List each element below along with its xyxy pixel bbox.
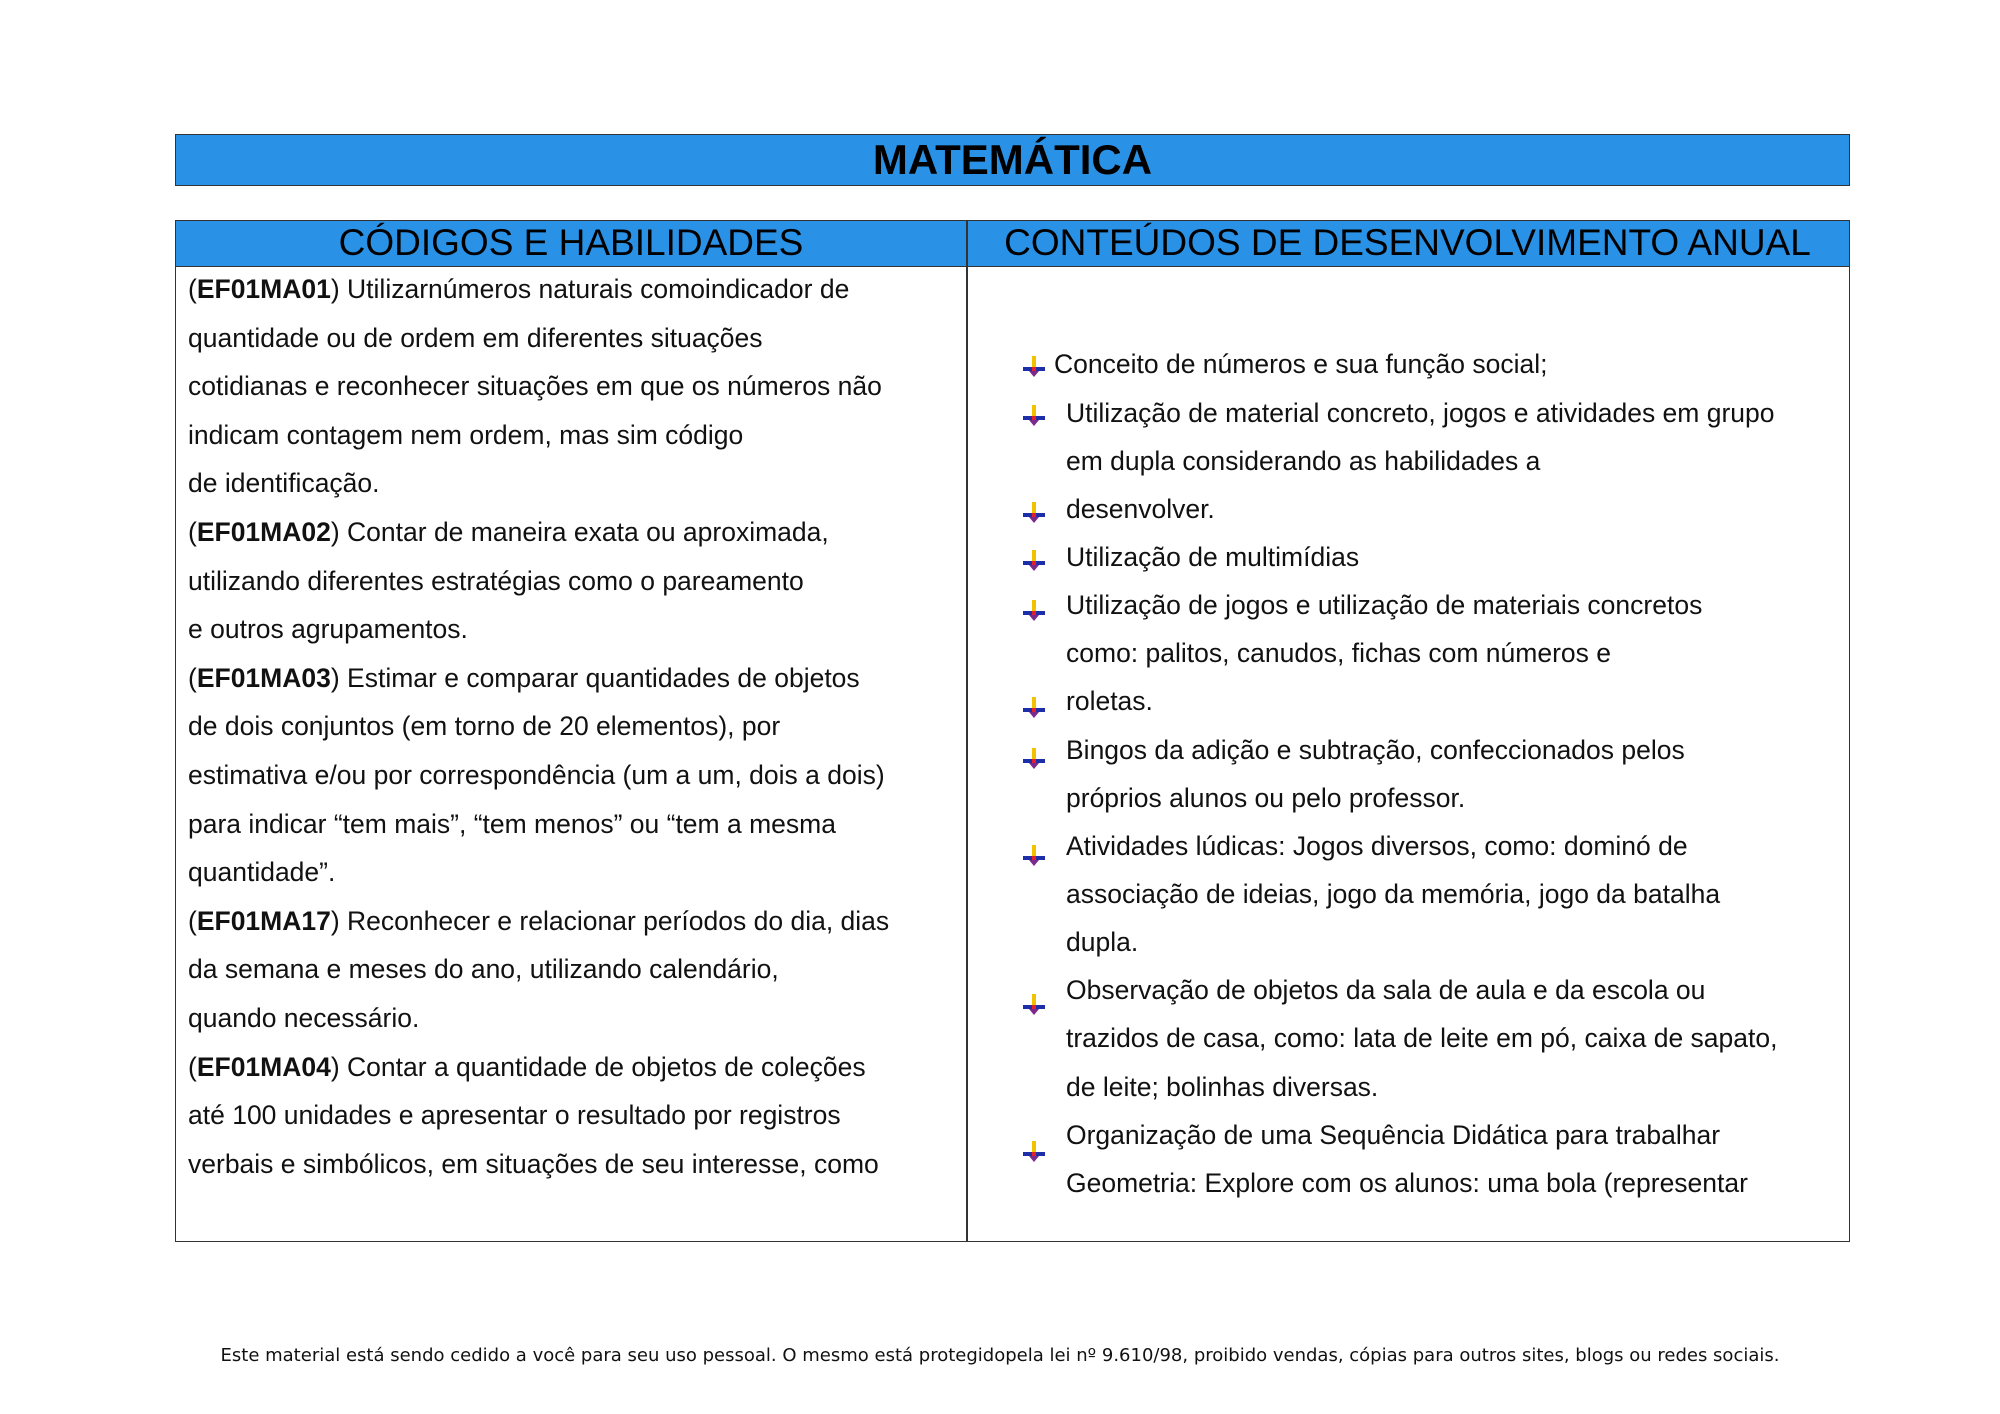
content-line: como: palitos, canudos, fichas com números e — [1066, 638, 1611, 668]
content-line: Organização de uma Sequência Didática para trabalhar — [1066, 1120, 1721, 1150]
arrow-bullet-icon — [1023, 697, 1045, 719]
page-title: MATEMÁTICA — [872, 136, 1153, 183]
skill-line: verbais e simbólicos, em situações de seu interesse, como — [188, 1148, 879, 1179]
content-line: Observação de objetos da sala de aula e da escola ou — [1066, 975, 1706, 1005]
skill-line: quando necessário. — [188, 1002, 420, 1033]
skill-code: EF01MA04 — [196, 1051, 331, 1082]
skill-line: estimativa e/ou por correspondência (um a um, dois a dois) — [188, 759, 885, 790]
skills-column — [188, 265, 958, 1188]
skill-line: de identificação. — [188, 468, 380, 499]
content-line: Geometria: Explore com os alunos: uma bola (representar — [1066, 1168, 1748, 1198]
skill-code: EF01MA17 — [196, 905, 331, 936]
content-line: associação de ideias, jogo da memória, jogo da batalha — [1066, 879, 1721, 909]
skill-line: e outros agrupamentos. — [188, 614, 468, 645]
skill-line: (EF01MA17) Reconhecer e relacionar períodos do dia, dias — [188, 905, 890, 936]
curriculum-table — [175, 220, 1850, 1242]
skill-line: até 100 unidades e apresentar o resultado por registros — [188, 1100, 841, 1131]
skill-line: utilizando diferentes estratégias como o pareamento — [188, 565, 804, 596]
arrow-bullet-icon — [1023, 845, 1045, 867]
skill-code: EF01MA02 — [196, 516, 331, 547]
header-codes-skills: CÓDIGOS E HABILIDADES — [338, 222, 804, 263]
content-line: Utilização de material concreto, jogos e atividades em grupo — [1066, 398, 1775, 428]
content-line: em dupla considerando as habilidades a — [1066, 446, 1541, 476]
content-line: Bingos da adição e subtração, confeccionados pelos — [1066, 735, 1685, 765]
skill-ef01ma03 — [188, 654, 958, 897]
skill-line: cotidianas e reconhecer situações em que os números não — [188, 371, 882, 402]
arrow-bullet-icon — [1023, 994, 1045, 1016]
skill-line: (EF01MA02) Contar de maneira exata ou aproximada, — [188, 516, 829, 547]
arrow-bullet-icon — [1023, 502, 1045, 524]
arrow-bullet-icon — [1023, 405, 1045, 427]
skill-line: da semana e meses do ano, utilizando calendário, — [188, 954, 779, 985]
skill-line: (EF01MA04) Contar a quantidade de objetos de coleções — [188, 1051, 866, 1082]
skill-line: de dois conjuntos (em torno de 20 elementos), por — [188, 711, 781, 742]
header-annual-contents: CONTEÚDOS DE DESENVOLVIMENTO ANUAL — [1004, 222, 1811, 263]
content-line: trazidos de casa, como: lata de leite em pó, caixa de sapato, — [1066, 1023, 1778, 1053]
content-line: de leite; bolinhas diversas. — [1066, 1072, 1379, 1102]
arrow-bullet-icon — [1023, 600, 1045, 622]
title-bar — [175, 134, 1850, 186]
skill-code: EF01MA01 — [196, 274, 331, 304]
skill-ef01ma02 — [188, 508, 958, 654]
contents-column — [966, 221, 1849, 1241]
skill-line: indicam contagem nem ordem, mas sim código — [188, 419, 744, 450]
skill-line: (EF01MA01) Utilizarnúmeros naturais comoindicador de — [188, 274, 850, 304]
content-line: Utilização de jogos e utilização de materiais concretos — [1066, 590, 1703, 620]
skill-line: (EF01MA03) Estimar e comparar quantidades de objetos — [188, 662, 860, 693]
content-line: Utilização de multimídias — [1066, 542, 1360, 572]
skill-line: quantidade”. — [188, 857, 336, 888]
content-line: roletas. — [1066, 686, 1153, 716]
arrow-bullet-icon — [1023, 550, 1045, 572]
skill-line: para indicar “tem mais”, “tem menos” ou “tem a mesma — [188, 808, 836, 839]
content-line: Atividades lúdicas: Jogos diversos, como: dominó de — [1066, 831, 1688, 861]
skill-ef01ma01 — [188, 265, 958, 508]
copyright-footer: Este material está sendo cedido a você para seu uso pessoal. O mesmo está protegidopela lei nº 9.610/98, proibido vendas, cópias para outros sites, blogs ou redes sociais. — [220, 1345, 1780, 1366]
content-line: dupla. — [1066, 927, 1139, 957]
content-line: desenvolver. — [1066, 494, 1215, 524]
arrow-bullet-icon — [1023, 1141, 1045, 1163]
skill-code: EF01MA03 — [196, 662, 331, 693]
skill-ef01ma04 — [188, 1043, 958, 1189]
arrow-bullet-icon — [1023, 356, 1045, 378]
content-line: próprios alunos ou pelo professor. — [1066, 783, 1466, 813]
content-line: Conceito de números e sua função social; — [1054, 349, 1548, 379]
arrow-bullet-icon — [1023, 748, 1045, 770]
skill-ef01ma17 — [188, 897, 958, 1043]
skill-line: quantidade ou de ordem em diferentes situações — [188, 322, 763, 353]
